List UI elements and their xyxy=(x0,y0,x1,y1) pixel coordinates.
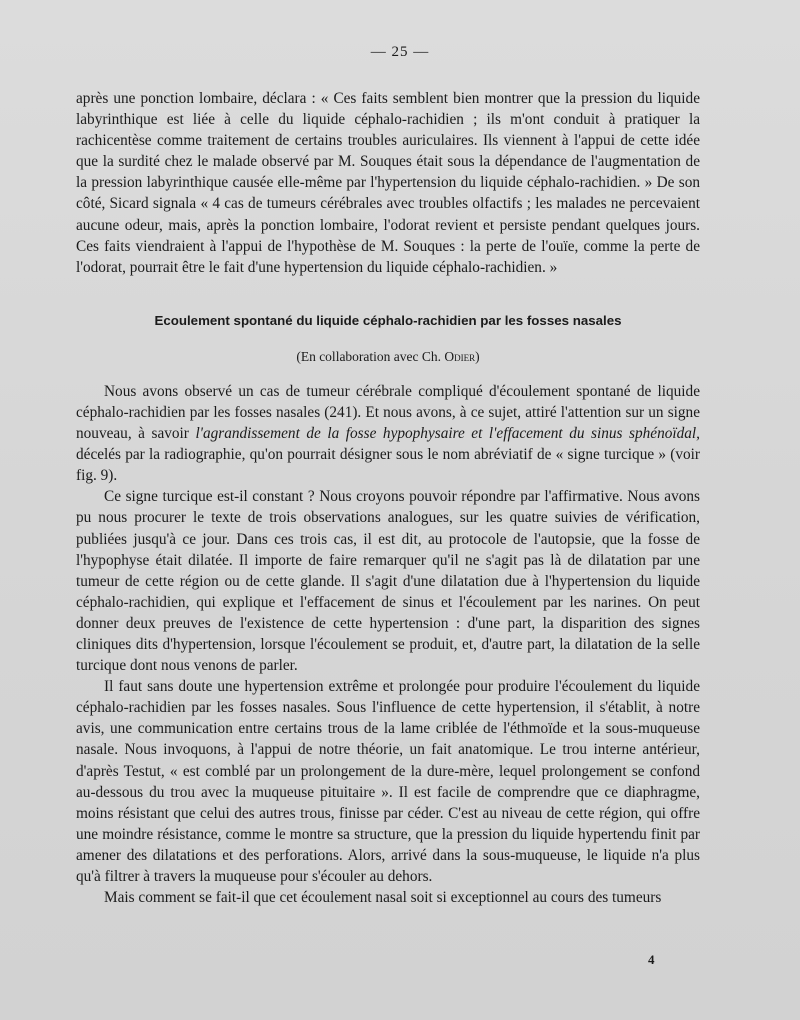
collaboration-note xyxy=(76,348,700,366)
paragraph-1-start: Nous avons observé un cas de tumeur cérébrale compliqué d'écoulement spontané de liquide céphalo-rachidien par les fosses nasales (241). Et nous avons, à ce sujet, attiré l'attention sur un signe nouveau, à savoir xyxy=(76,382,700,443)
collab-suffix: ) xyxy=(475,348,480,364)
signature-mark: 4 xyxy=(648,952,655,967)
page-number: — 25 — xyxy=(370,44,430,60)
collab-prefix: (En collaboration avec Ch. xyxy=(296,348,445,364)
paragraph-1 xyxy=(76,381,700,486)
paragraph-2: Ce signe turcique est-il constant ? Nous croyons pouvoir répondre par l'affirmative. Nous avons pu nous procurer le texte de trois observations analogues, sur les quatre suivies de vérification, publiées jusqu'à ce jour. Dans ces trois cas, il est dit, au protocole de l'autopsie, que la fosse de l'hypophyse était dilatée. Il importe de faire remarquer qu'il ne s'agit pas là de dilatation par une tumeur de cette région ou de cette glande. Il s'agit d'une dilatation due à l'hypertension du liquide céphalo-rachidien, qui explique et l'effacement de sinus et l'écoulement par les narines. On peut donner deux preuves de l'existence de cette hypertension : d'une part, la disparition des signes cliniques dits d'hypertension, lorsque l'écoulement se produit, et, d'autre part, la dilatation de la selle turcique dont nous venons de parler. xyxy=(76,488,700,675)
collab-name: Odier xyxy=(444,348,476,364)
paragraph-1-end: décelés par la radiographie, qu'on pourrait désigner sous le nom abréviatif de « signe turcique » (voir fig. 9). xyxy=(76,446,700,485)
section-title: Ecoulement spontané du liquide céphalo-rachidien par les fosses nasales xyxy=(154,312,622,328)
page-content xyxy=(76,88,700,908)
paragraph-continued: après une ponction lombaire, déclara : « Ces faits semblent bien montrer que la pression du liquide labyrinthique est liée à celle du liquide céphalo-rachidien ; ils m'ont conduit à pratiquer la rachicentèse comme traitement de certains troubles auriculaires. Ils viennent à l'appui de cette idée que la surdité chez le malade observé par M. Souques était sous la dépendance de l'augmentation de la pression labyrinthique causée elle-même par l'hypertension du liquide céphalo-rachidien. » De son côté, Sicard signala « 4 cas de tumeurs cérébrales avec troubles olfactifs ; les malades ne percevaient aucune odeur, mais, après la ponction lombaire, l'odorat revient et persiste pendant quelques jours. Ces faits viendraient à l'appui de l'hypothèse de M. Souques : la perte de l'ouïe, comme la perte de l'odorat, pourrait être le fait d'une hypertension du liquide céphalo-rachidien. » xyxy=(76,90,700,276)
paragraph-4: Mais comment se fait-il que cet écoulement nasal soit si exceptionnel au cours des tumeurs xyxy=(104,889,662,907)
paragraph-3: Il faut sans doute une hypertension extrême et prolongée pour produire l'écoulement du liquide céphalo-rachidien par les fosses nasales. Sous l'influence de cette hypertension, il s'établit, à notre avis, une communication entre certains trous de la lame criblée de l'éthmoïde et la sous-muqueuse nasale. Nous invoquons, à l'appui de notre théorie, un fait anatomique. Le trou interne antérieur, d'après Testut, « est comblé par un prolongement de la dure-mère, lequel prolongement se confond au-dessous du trou avec la muqueuse pituitaire ». Il est facile de comprendre que ce diaphragme, moins résistant que celui des autres trous, finisse par céder. C'est au niveau de cette région, qui offre une moindre résistance, comme le montre sa structure, que la pression du liquide hypertendu finit par amener des dilatations et des perforations. Alors, arrivé dans la sous-muqueuse, le liquide n'a plus qu'à filtrer à travers la muqueuse pour s'écouler au dehors. xyxy=(76,678,700,885)
paragraph-1-italic: l'agrandissement de la fosse hypophysaire et l'effacement du sinus sphénoïdal, xyxy=(195,425,700,443)
